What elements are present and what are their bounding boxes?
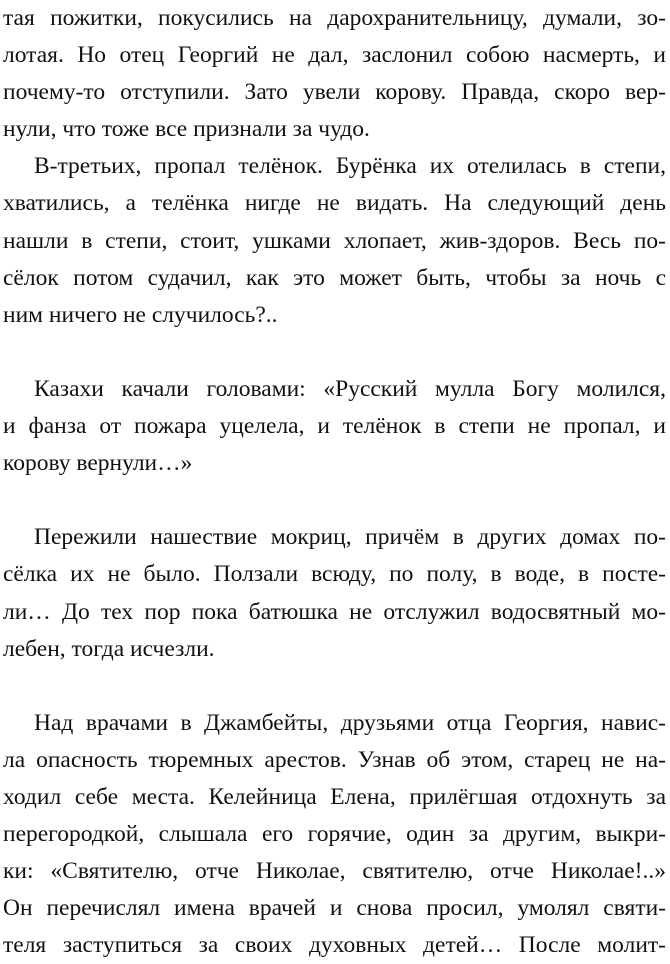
paragraph-gap <box>3 334 666 371</box>
text-line: хватились, а телёнка нигде не видать. На следующий день <box>3 190 666 217</box>
text-line: Казахи качали головами: «Русский мулла Богу молился, <box>34 375 666 402</box>
text-line: корову вернули…» <box>3 450 193 477</box>
text-line: Пережили нашествие мокриц, причём в других домах по- <box>34 524 666 551</box>
text-line: Он перечислял имена врачей и снова просил, умолял святи- <box>3 895 666 922</box>
text-line: нули, что тоже все признали за чудо. <box>3 116 370 143</box>
text-line: ним ничего не случилось?.. <box>3 301 278 328</box>
text-line: Над врачами в Джамбейты, друзьями отца Георгия, навис- <box>34 709 666 736</box>
text-line: сёлка их не было. Ползали всюду, по полу, в воде, в посте- <box>3 561 666 588</box>
text-line: ли… До тех пор пока батюшка не отслужил водосвятный мо- <box>3 598 666 625</box>
text-line: нашли в степи, стоит, ушками хлопает, жив-здоров. Весь по- <box>3 227 666 254</box>
text-line: ходил себе места. Келейница Елена, прилёгшая отдохнуть за <box>3 783 666 810</box>
text-line: лебен, тогда исчезли. <box>3 635 215 662</box>
text-line: сёлок потом судачил, как это может быть, чтобы за ночь с <box>3 264 666 291</box>
text-line: и фанза от пожара уцелела, и телёнок в степи не пропал, и <box>3 413 666 440</box>
text-line: перегородкой, слышала его горячие, один за другим, выкри- <box>3 821 666 848</box>
paragraph-gap <box>3 482 666 519</box>
text-line: В-третьих, пропал телёнок. Бурёнка их отелилась в степи, <box>34 153 666 180</box>
text-line: ки: «Святителю, отче Николае, святителю, отче Николае!..» <box>3 858 666 885</box>
paragraph-gap <box>3 668 666 705</box>
text-line: теля заступиться за своих духовных детей… После молит- <box>3 932 666 959</box>
text-line: лотая. Но отец Георгий не дал, заслонил собою насмерть, и <box>3 42 666 69</box>
text-line: ла опасность тюремных арестов. Узнав об этом, старец не на- <box>3 746 666 773</box>
text-line: тая пожитки, покусились на дарохранительницу, думали, зо- <box>3 5 666 31</box>
text-line: почему-то отступили. Зато увели корову. Правда, скоро вер- <box>3 79 666 106</box>
